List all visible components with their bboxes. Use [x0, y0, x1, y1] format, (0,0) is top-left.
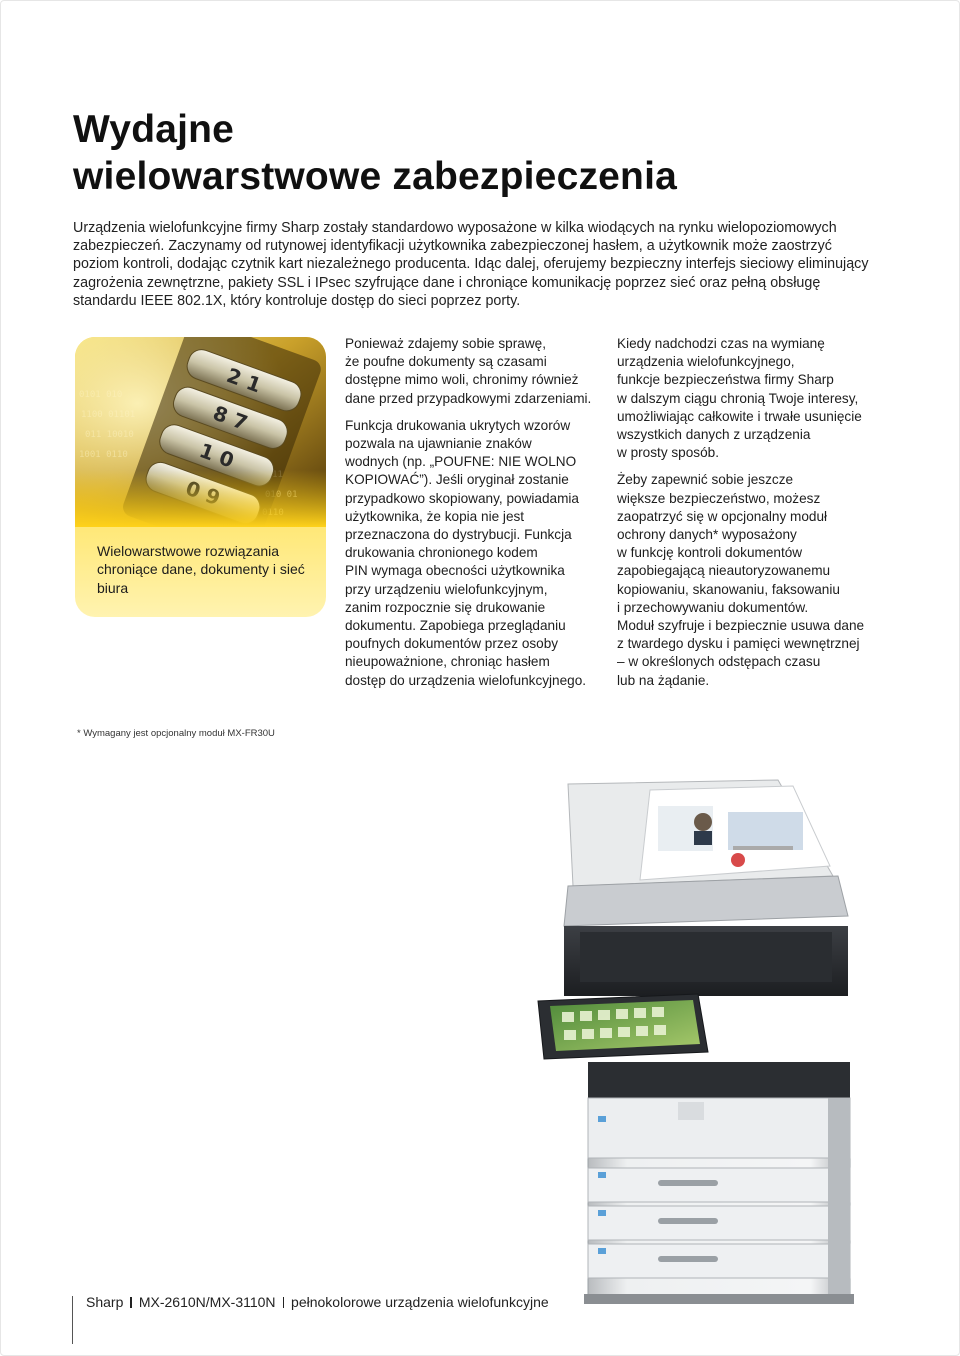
title-line-2: wielowarstwowe zabezpieczenia [73, 155, 677, 198]
intro-paragraph: Urządzenia wielofunkcyjne firmy Sharp zostały standardowo wyposażone w kilka wiodących na rynku wielopoziomowych zabezpieczeń. Zaczynamy od rutynowej identyfikacji użytkownika zabezpieczonej hasłem, a użytkownik może zaostrzyć poziom kontroli, dodając czytnik kart niezależnego producenta. Idąc dalej, oferujemy bezpieczny interfejs sieciowy eliminujący zagrożenia zewnętrzne, pakiety SSL i IPsec szyfrujące dane i chroniące komunikację poprzez sieć oraz pełną obsługę standardu IEEE 802.1X, który kontroluje dostęp do sieci poprzez porty. [73, 220, 869, 309]
sidebar-caption: Wielowarstwowe rozwiązania chroniące dane, dokumenty i sieć biura [97, 543, 305, 596]
printer-illustration [528, 776, 868, 1306]
footer-separator [283, 1297, 285, 1308]
security-sidebar [75, 337, 326, 617]
right-paragraph-2: Żeby zapewnić sobie jeszcze większe bezpieczeństwo, możesz zaopatrzyć się w opcjonalny moduł ochrony danych* wyposażony w funkcję kontroli dokumentów zapobiegającą nieautoryzowanemu kopiowaniu, skanowaniu, faksowaniu i przechowywaniu dokumentów. Moduł szyfruje i bezpiecznie usuwa dane z twardego dysku i pamięci wewnętrznej – w określonych odstępach czasu lub na żądanie. [617, 472, 865, 688]
page-footer [86, 1294, 549, 1310]
footer-rule [72, 1296, 73, 1344]
footer-separator [130, 1297, 132, 1308]
middle-paragraph-1: Ponieważ zdajemy sobie sprawę, że poufne dokumenty są czasami dostępne mimo woli, chronimy również dane przed przypadkowymi zdarzeniami. [345, 336, 592, 406]
footer-model: MX-2610N/MX-3110N [138, 1294, 276, 1310]
column-middle [345, 335, 610, 699]
page-title [73, 106, 677, 200]
footer-brand: Sharp [86, 1294, 124, 1310]
title-line-1: Wydajne [73, 108, 235, 151]
middle-paragraph-2: Funkcja drukowania ukrytych wzorów pozwala na ujawnianie znaków wodnych (np. „POUFNE: NIE WOLNO KOPIOWAĆ”). Jeśli oryginał zostanie przypadkowo skopiowany, powiadamia użytkownika, że kopia nie jest przeznaczona do dystrybucji. Funkcja drukowania chronionego kodem PIN wymaga obecności użytkownika przy urządzeniu wielofunkcyjnym, zanim rozpocznie się drukowanie dokumentu. Zapobiega przeglądaniu poufnych dokumentów przez osoby nieupoważnione, chroniąc hasłem dostęp do urządzenia wielofunkcyjnego. [345, 417, 587, 688]
footnote: * Wymagany jest opcjonalny moduł MX-FR30U [77, 728, 275, 739]
combination-lock-photo [75, 337, 326, 527]
column-right [617, 335, 882, 699]
footer-description: pełnokolorowe urządzenia wielofunkcyjne [291, 1294, 549, 1310]
right-paragraph-1: Kiedy nadchodzi czas na wymianę urządzenia wielofunkcyjnego, funkcje bezpieczeństwa firmy Sharp w dalszym ciągu chronią Twoje interesy, umożliwiając całkowite i trwałe usunięcie wszystkich danych z urządzenia w prosty sposób. [617, 336, 862, 461]
